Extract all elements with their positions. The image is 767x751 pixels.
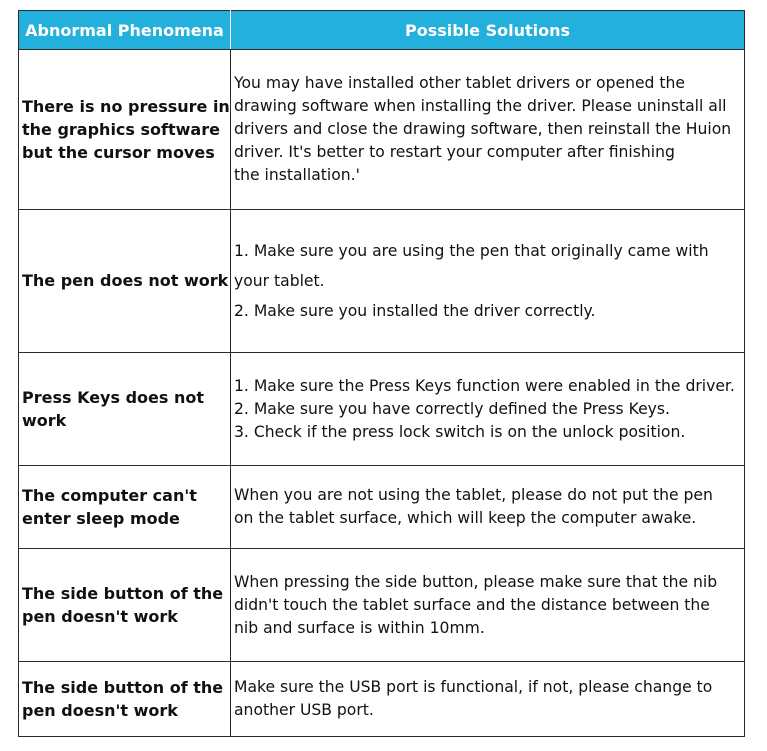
- solution-line: 1. Make sure the Press Keys function were enabled in the driver.: [234, 376, 735, 395]
- solution-line: When you are not using the tablet, please do not put the pen: [234, 486, 713, 504]
- solution-line: driver. It's better to restart your computer after finishing: [234, 143, 675, 161]
- problem-line: pen doesn't work: [22, 701, 178, 720]
- problem-line: Press Keys does not: [22, 388, 204, 407]
- solution-line: another USB port.: [234, 701, 374, 719]
- problem-cell: [19, 466, 231, 549]
- solution-line: drawing software when installing the driver. Please uninstall all: [234, 97, 727, 115]
- problem-line: The side button of the: [22, 678, 224, 697]
- table-row: [19, 466, 745, 549]
- solution-line: nib and surface is within 10mm.: [234, 618, 485, 637]
- problem-cell: [19, 549, 231, 662]
- solution-line: on the tablet surface, which will keep the computer awake.: [234, 509, 697, 527]
- problem-line: There is no pressure in: [22, 97, 230, 116]
- problem-line: The computer can't: [22, 486, 197, 505]
- solution-cell: [231, 353, 745, 466]
- problem-line: enter sleep mode: [22, 509, 180, 528]
- solution-line: When pressing the side button, please make sure that the nib: [234, 572, 718, 591]
- problem-cell: [19, 662, 231, 737]
- solution-line: the installation.': [234, 166, 360, 184]
- solution-line: didn't touch the tablet surface and the distance between the: [234, 595, 710, 614]
- problem-cell: [19, 353, 231, 466]
- solution-line: 2. Make sure you have correctly defined the Press Keys.: [234, 399, 670, 418]
- problem-cell: [19, 210, 231, 353]
- solution-cell: [231, 549, 745, 662]
- solution-cell: [231, 50, 745, 210]
- solution-line: drivers and close the drawing software, then reinstall the Huion: [234, 120, 732, 138]
- solution-line: your tablet.: [234, 272, 325, 290]
- solution-line: 1. Make sure you are using the pen that originally came with: [234, 242, 709, 260]
- solution-cell: [231, 662, 745, 737]
- table-row: [19, 50, 745, 210]
- problem-line: pen doesn't work: [22, 607, 178, 626]
- header-abnormal-phenomena: Abnormal Phenomena: [19, 11, 231, 50]
- troubleshooting-table: [18, 10, 745, 737]
- solution-line: 3. Check if the press lock switch is on the unlock position.: [234, 422, 686, 441]
- problem-line: The pen does not work: [22, 271, 229, 290]
- table-row: [19, 210, 745, 353]
- solution-line: Make sure the USB port is functional, if not, please change to: [234, 678, 713, 696]
- solution-cell: [231, 466, 745, 549]
- table-header-row: [19, 11, 745, 50]
- table-row: [19, 549, 745, 662]
- problem-cell: [19, 50, 231, 210]
- problem-line: work: [22, 411, 67, 430]
- problem-line: but the cursor moves: [22, 143, 215, 162]
- header-possible-solutions: Possible Solutions: [231, 11, 745, 50]
- solution-cell: [231, 210, 745, 353]
- problem-line: The side button of the: [22, 584, 224, 603]
- table-row: [19, 353, 745, 466]
- table-row: [19, 662, 745, 737]
- solution-line: 2. Make sure you installed the driver correctly.: [234, 302, 596, 320]
- problem-line: the graphics software: [22, 120, 220, 139]
- solution-line: You may have installed other tablet drivers or opened the: [234, 74, 685, 92]
